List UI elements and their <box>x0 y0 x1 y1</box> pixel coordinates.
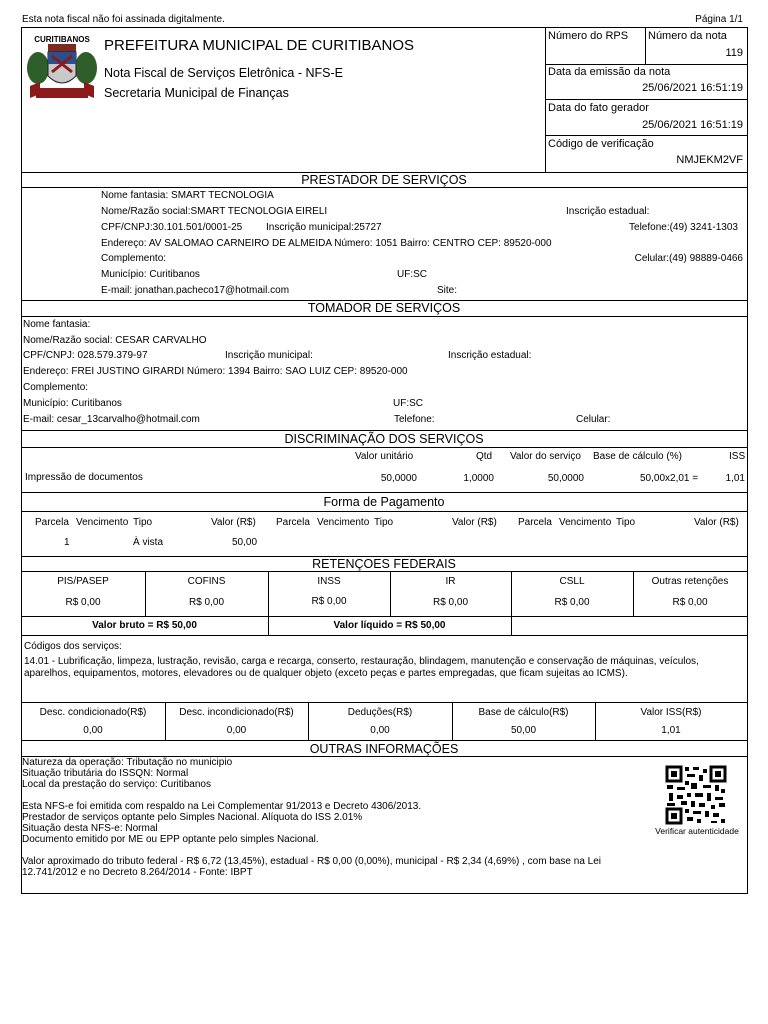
frame-bottom <box>21 893 748 894</box>
tomador-title: TOMADOR DE SERVIÇOS <box>307 301 461 315</box>
header-valor-unitario: Valor unitário <box>355 451 414 462</box>
pag-col-valor-1: Valor (R$) <box>211 517 256 528</box>
prestador-insc-municipal: Inscrição municipal:25727 <box>266 222 382 233</box>
municipality-title: PREFEITURA MUNICIPAL DE CURITIBANOS <box>104 37 415 54</box>
outras-line-natureza: Natureza da operação: Tributação no municipio <box>22 757 233 768</box>
codigos-line-1: 14.01 - Lubrificação, limpeza, lustração, revisão, carga e recarga, conserto, restauração, blindagem, manutenção e conservação de máquinas, veículos, <box>24 656 699 667</box>
ded-label-iss: Valor ISS(R$) <box>640 707 702 718</box>
service-iss: 1,01 <box>725 473 745 484</box>
ret-value-ir: R$ 0,00 <box>432 597 469 608</box>
ded-value-cond: 0,00 <box>83 725 103 736</box>
tomador-insc-municipal: Inscrição municipal: <box>225 350 313 361</box>
prestador-telefone: Telefone:(49) 3241-1303 <box>629 222 738 233</box>
qr-code-icon[interactable] <box>665 765 727 825</box>
totals-bottom <box>21 635 748 636</box>
ded-label-deducoes: Deduções(R$) <box>347 707 413 718</box>
frame-top <box>21 27 748 28</box>
outras-top <box>21 740 748 741</box>
header-base-calculo: Base de cálculo (%) <box>593 451 682 462</box>
page-number: Página 1/1 <box>695 14 743 25</box>
fact-date-label: Data do fato gerador <box>548 102 649 114</box>
pagamento-title: Forma de Pagamento <box>323 495 445 509</box>
pag-col-parcela-3: Parcela <box>518 517 552 528</box>
codigos-line-2: aparelhos, equipamentos, motores, elevadores ou de qualquer objeto (exceto peças e partes empregadas, que ficam sujeitas ao ICMS). <box>24 668 628 679</box>
ret-label-csll: CSLL <box>559 576 585 587</box>
ret-label-inss: INSS <box>317 576 341 587</box>
ded-value-iss: 1,01 <box>661 725 681 736</box>
pag-col-parcela-2: Parcela <box>276 517 310 528</box>
ret-value-inss: R$ 0,00 <box>311 596 347 607</box>
header-valor-servico: Valor do serviço <box>510 451 581 462</box>
pag-row-parcela: 1 <box>64 537 70 548</box>
outras-title: OUTRAS INFORMAÇÕES <box>309 742 459 756</box>
ded-value-incond: 0,00 <box>226 725 247 736</box>
outras-line-situacao: Situação tributária do ISSQN: Normal <box>22 768 189 779</box>
prestador-insc-estadual: Inscrição estadual: <box>566 206 650 217</box>
servicos-top <box>21 430 748 431</box>
tomador-telefone: Telefone: <box>394 414 435 425</box>
ded-value-base: 50,00 <box>510 725 537 736</box>
outras-line-tributo: Valor aproximado do tributo federal - R$ 6,72 (13,45%), estadual - R$ 0,00 (0,00%), municipal - R$ 2,34 (4,69%) , com base na Lei <box>22 856 602 867</box>
ret-value-outras: R$ 0,00 <box>672 597 708 608</box>
outras-line-local: Local da prestação do serviço: Curitibanos <box>22 779 211 790</box>
outras-line-situacao-nfse: Situação desta NFS-e: Normal <box>22 823 158 834</box>
logo-text: CURITIBANOS <box>34 35 90 44</box>
tomador-uf: UF:SC <box>393 398 423 409</box>
service-qtd: 1,0000 <box>463 473 494 484</box>
outras-line-respaldo: Esta NFS-e foi emitida com respaldo na Lei Complementar 91/2013 e Decreto 4306/2013. <box>22 801 422 812</box>
issue-date: 25/06/2021 16:51:19 <box>642 82 743 94</box>
prestador-uf: UF:SC <box>397 269 427 280</box>
prestador-celular: Celular:(49) 98889-0466 <box>634 253 743 264</box>
outras-line-simples: Prestador de serviços optante pelo Simples Nacional. Alíquota do ISS 2.01% <box>22 812 363 823</box>
rps-label: Número do RPS <box>548 30 629 42</box>
prestador-fantasia: Nome fantasia: SMART TECNOLOGIA <box>101 190 274 201</box>
pag-col-venc-3: Vencimento <box>559 517 612 528</box>
servicos-title-line <box>21 447 748 448</box>
verification-code: NMJEKM2VF <box>676 154 743 166</box>
tomador-complemento: Complemento: <box>23 382 89 393</box>
retencoes-title: RETENÇOES FEDERAIS <box>312 557 456 571</box>
tomador-municipio: Município: Curitibanos <box>23 398 122 409</box>
pag-col-venc-2: Vencimento <box>317 517 370 528</box>
signature-note: Esta nota fiscal não foi assinada digitalmente. <box>22 14 225 25</box>
ret-value-pis: R$ 0,00 <box>65 597 101 608</box>
pag-col-parcela-1: Parcela <box>35 517 69 528</box>
prestador-email: E-mail: jonathan.pacheco17@hotmail.com <box>101 285 290 296</box>
outras-line-me-epp: Documento emitido por ME ou EPP optante pelo simples Nacional. <box>22 834 319 845</box>
servicos-title: DISCRIMINAÇÃO DOS SERVIÇOS <box>284 432 484 446</box>
service-description: Impressão de documentos <box>25 472 143 483</box>
pag-col-tipo-2: Tipo <box>374 517 394 528</box>
ded-value-deducoes: 0,00 <box>370 725 390 736</box>
verification-label: Código de verificação <box>548 138 654 150</box>
pagamento-top <box>21 492 748 493</box>
header-line-3 <box>545 135 747 136</box>
note-number-label: Número da nota <box>648 30 727 42</box>
service-base: 50,00x2,01 = <box>640 473 699 484</box>
prestador-title: PRESTADOR DE SERVIÇOS <box>301 173 467 187</box>
totals-divider-2 <box>511 616 512 635</box>
prestador-site: Site: <box>437 285 458 296</box>
retencoes-title-line <box>21 571 748 572</box>
tomador-razao: Nome/Razão social: CESAR CARVALHO <box>23 335 207 346</box>
ret-label-cofins: COFINS <box>187 576 226 587</box>
prestador-title-line <box>21 187 748 188</box>
header-iss: ISS <box>729 451 746 462</box>
header-qtd: Qtd <box>476 451 493 462</box>
rps-divider <box>645 27 646 64</box>
ded-label-base: Base de cálculo(R$) <box>478 707 569 718</box>
ret-label-ir: IR <box>445 576 456 587</box>
verify-authenticity-link[interactable]: Verificar autenticidade <box>655 826 739 836</box>
outras-line-lei: 12.741/2012 e no Decreto 8.264/2014 - Fonte: IBPT <box>22 867 253 878</box>
valor-bruto: Valor bruto = R$ 50,00 <box>92 620 197 631</box>
fact-date: 25/06/2021 16:51:19 <box>642 119 743 131</box>
ret-value-cofins: R$ 0,00 <box>188 597 225 608</box>
prestador-cpf: CPF/CNPJ:30.101.501/0001-25 <box>101 222 243 233</box>
codigos-label: Códigos dos serviços: <box>24 641 122 652</box>
pag-col-tipo-3: Tipo <box>616 517 636 528</box>
municipal-crest-logo <box>26 32 98 102</box>
pag-row-valor: 50,00 <box>232 537 258 548</box>
prestador-municipio: Município: Curitibanos <box>101 269 200 280</box>
pag-row-tipo: À vista <box>133 537 164 548</box>
tomador-fantasia: Nome fantasia: <box>23 319 91 330</box>
pagamento-title-line <box>21 511 748 512</box>
ret-value-csll: R$ 0,00 <box>554 597 590 608</box>
deducoes-top <box>21 702 748 703</box>
header-line-2 <box>545 99 747 100</box>
ded-label-cond: Desc. condicionado(R$) <box>39 707 147 718</box>
service-unit-value: 50,0000 <box>380 473 417 484</box>
document-type: Nota Fiscal de Serviços Eletrônica - NFS-E <box>104 66 343 80</box>
tomador-celular: Celular: <box>576 414 611 425</box>
tomador-endereco: Endereço: FREI JUSTINO GIRARDI Número: 1394 Bairro: SAO LUIZ CEP: 89520-000 <box>23 366 408 377</box>
totals-top <box>21 616 748 617</box>
tomador-cpf: CPF/CNPJ: 028.579.379-97 <box>23 350 148 361</box>
pag-col-valor-3: Valor (R$) <box>694 517 739 528</box>
tomador-email: E-mail: cesar_13carvalho@hotmail.com <box>23 414 200 425</box>
valor-liquido: Valor líquido = R$ 50,00 <box>333 620 446 631</box>
service-value: 50,0000 <box>547 473 584 484</box>
issue-date-label: Data da emissão da nota <box>548 66 671 78</box>
header-line-1 <box>545 64 747 65</box>
ret-label-outras: Outras retenções <box>651 576 729 587</box>
frame-right <box>747 27 748 893</box>
note-number: 119 <box>725 47 743 59</box>
prestador-complemento: Complemento: <box>101 253 167 264</box>
tomador-insc-estadual: Inscrição estadual: <box>448 350 532 361</box>
pag-col-venc-1: Vencimento <box>76 517 129 528</box>
department: Secretaria Municipal de Finanças <box>104 86 289 100</box>
pag-col-valor-2: Valor (R$) <box>452 517 497 528</box>
tomador-title-line <box>21 316 748 317</box>
prestador-endereco: Endereço: AV SALOMAO CARNEIRO DE ALMEIDA Número: 1051 Bairro: CENTRO CEP: 89520-000 <box>101 238 552 249</box>
ret-label-pis: PIS/PASEP <box>57 576 109 587</box>
pag-col-tipo-1: Tipo <box>133 517 153 528</box>
prestador-razao: Nome/Razão social:SMART TECNOLOGIA EIRELI <box>101 206 328 217</box>
ded-label-incond: Desc. incondicionado(R$) <box>179 707 294 718</box>
